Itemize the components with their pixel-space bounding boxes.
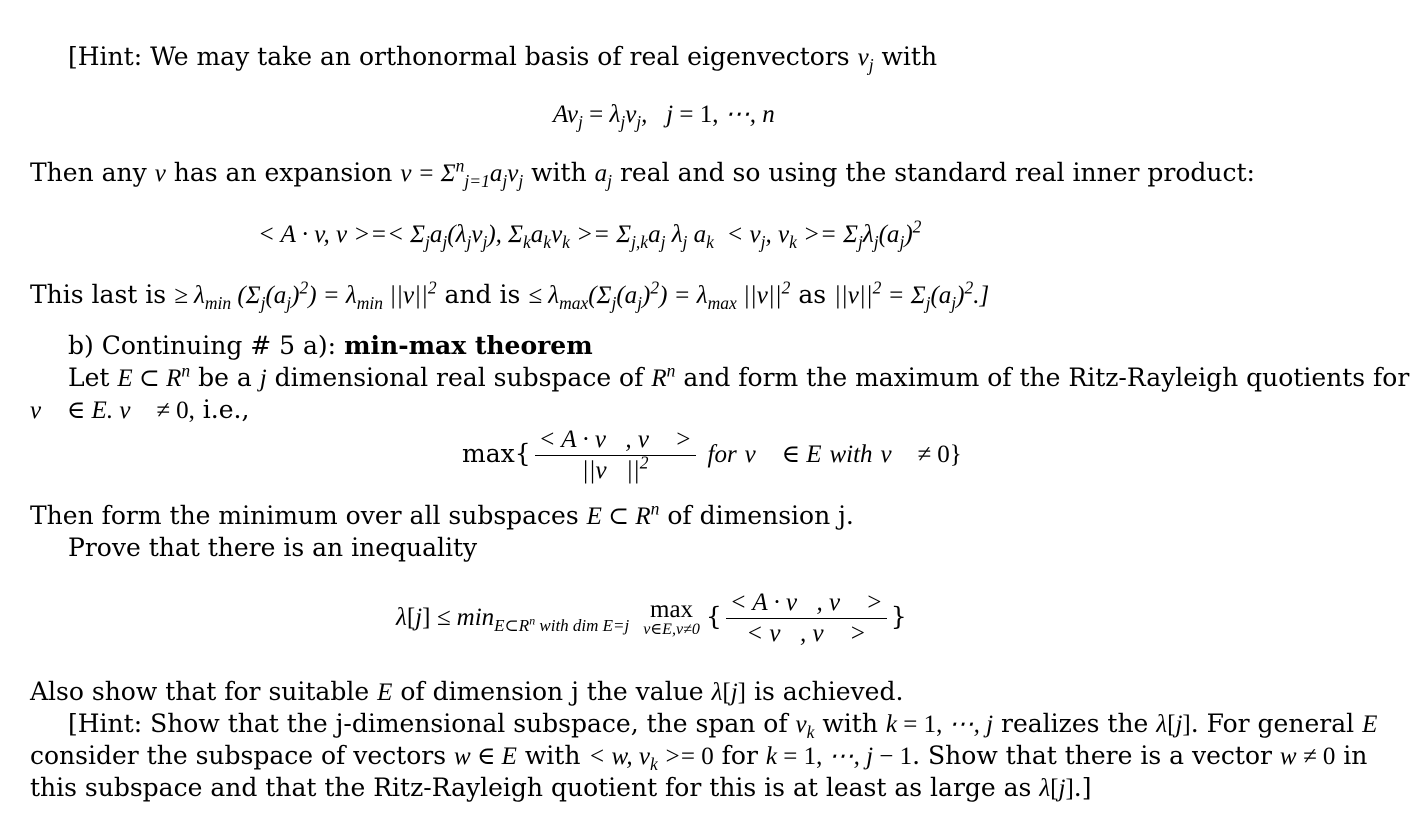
part-b-heading: b) Continuing # 5 a): min-max theorem bbox=[68, 331, 593, 360]
max-rayleigh-formula: max{ $\frac{< A \cdot v⃗, v⃗ >}{||v⃗||^2}$ for v⃗ ∈ E with v⃗ ≠ 0} bbox=[462, 426, 962, 484]
part-b-title: min-max theorem bbox=[344, 331, 593, 360]
minmax-fraction: $\frac{< A \cdot v⃗, v⃗ >}{< v⃗, v⃗ >}$ bbox=[726, 588, 887, 649]
expansion-line: Then any v has an expansion $v = \Sigma^n_{j=1}a_jv_j$ with $a_j$ real and so using the standard real inner product: bbox=[30, 155, 1255, 191]
eigen-equation: $Av_j = \lambda_jv_j$, j = 1, ⋯, n bbox=[553, 101, 775, 132]
hint2-line-2: consider the subspace of vectors w ∈ E with < w, $v_k >= 0$ for k = 1, ⋯, j − 1. Show that there is a vector w ≠ 0 in bbox=[30, 741, 1368, 774]
then-form-line: Then form the minimum over all subspaces E ⊂ $R^n$ of dimension j. bbox=[30, 498, 854, 530]
part-b-line-2: v⃗ ∈ E. v⃗ ≠ 0, i.e., bbox=[30, 395, 250, 424]
minmax-inequality: $\lambda[j] \le \min_{E\subset R^n with dim E=j}$ max v∈E,v≠0 { $\frac{< A \cdot v⃗, v⃗ >}{< v⃗, v⃗ >}$ } bbox=[396, 589, 907, 647]
hint2-line-1: [Hint: Show that the j-dimensional subspace, the span of $v_k$ with k = 1, ⋯, j realizes the λ[j]. For general E bbox=[68, 709, 1378, 742]
prove-line: Prove that there is an inequality bbox=[68, 533, 478, 562]
rayleigh-fraction: $\frac{< A \cdot v⃗, v⃗ >}{||v⃗||^2}$ bbox=[535, 425, 696, 486]
inner-product-equation: < A · v, v >=< $\Sigma_ja_j(\lambda_jv_j)$, $\Sigma_ka_kv_k >= \Sigma_{j,k}a_j$ $\lambda_j$ $a_k < v_j$, $v_k >= \Sigma_j\lambda_j(a_j)^2$ bbox=[258, 216, 922, 252]
hint2-line-3: this subspace and that the Ritz-Rayleigh quotient for this is at least as large as λ[j].] bbox=[30, 773, 1092, 802]
hint-intro-line: [Hint: We may take an orthonormal basis of real eigenvectors $v_j$ with bbox=[68, 42, 938, 75]
also-show-line: Also show that for suitable E of dimension j the value λ[j] is achieved. bbox=[30, 677, 904, 706]
bound-line: This last is ≥ $\lambda_{min}$ $(\Sigma_j(a_j)^2) = \lambda_{min}$ $||v||^2$ and is ≤ $\lambda_{max}(\Sigma_j(a_j)^2) = \lambda_{max}$ $||v||^2$ as $||v||^2 = \Sigma_j(a_j)^2$.] bbox=[30, 277, 990, 313]
max-operator: max v∈E,v≠0 bbox=[643, 595, 700, 638]
part-b-line-1: Let E ⊂ $R^n$ be a j dimensional real subspace of $R^n$ and form the maximum of the Ritz-Rayleigh quotients for bbox=[68, 360, 1410, 392]
